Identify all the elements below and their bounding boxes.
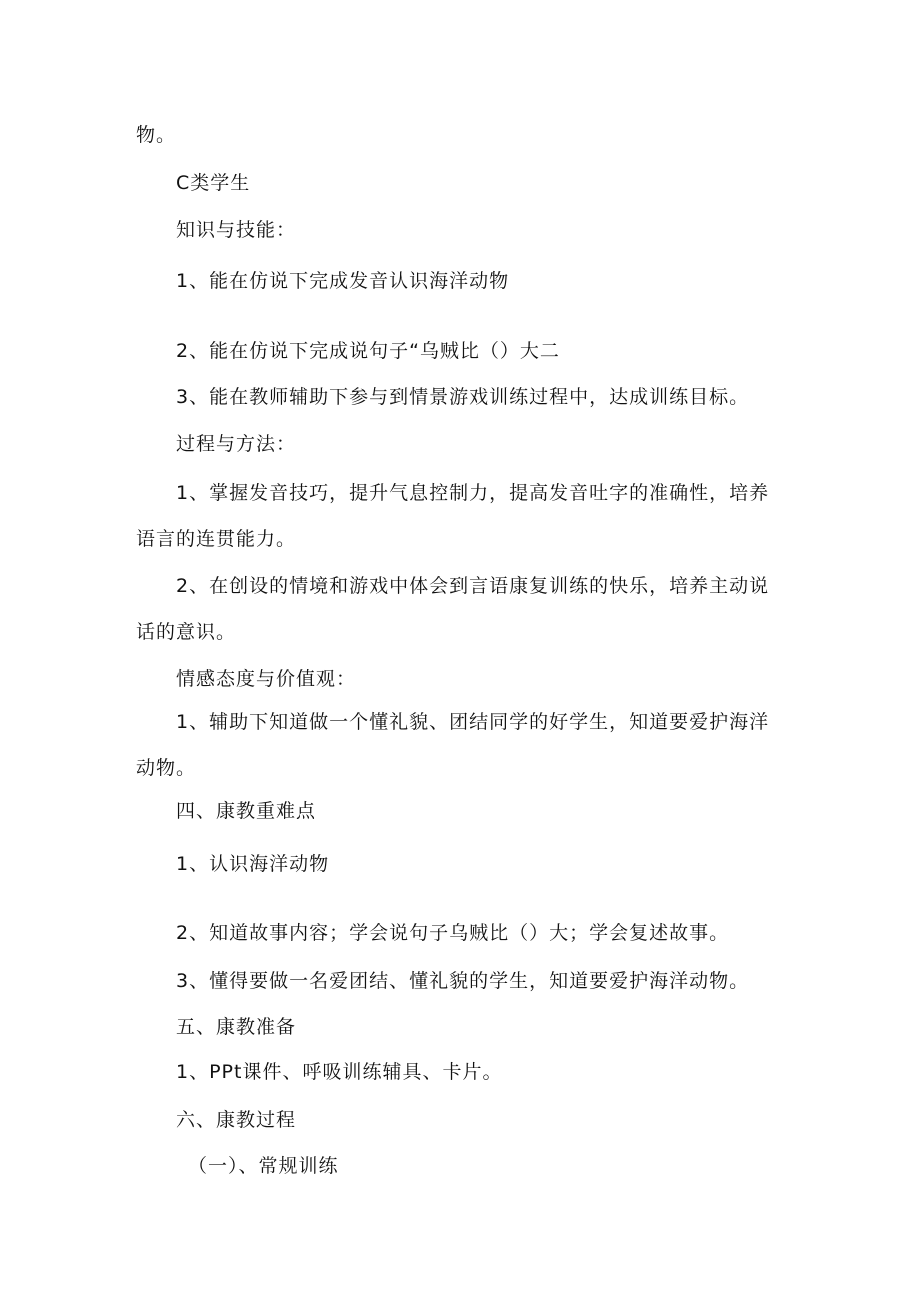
subheading-process-methods: 过程与方法： <box>176 433 297 455</box>
list-item: 1、辅助下知道做一个懂礼貌、团结同学的好学生，知道要爱护海洋 <box>176 711 770 733</box>
section-heading-preparation: 五、康教准备 <box>176 1016 297 1038</box>
subsection-heading-routine-training: （一）、常规训练 <box>188 1155 339 1177</box>
subheading-knowledge-skills: 知识与技能： <box>176 219 297 241</box>
list-item: 3、能在教师辅助下参与到情景游戏训练过程中，达成训练目标。 <box>176 386 750 408</box>
list-item: 1、掌握发音技巧，提升气息控制力，提高发音吐字的准确性，培养 <box>176 482 770 504</box>
heading-student-group-c: C类学生 <box>176 172 251 194</box>
list-item: 2、能在仿说下完成说句子“乌贼比（）大二 <box>176 340 560 362</box>
paragraph-continuation: 语言的连贯能力。 <box>136 528 297 550</box>
subheading-emotion-values: 情感态度与价值观： <box>176 668 357 690</box>
paragraph-continuation: 话的意识。 <box>136 621 237 643</box>
list-item: 3、懂得要做一名爱团结、懂礼貌的学生，知道要爱护海洋动物。 <box>176 970 750 992</box>
list-item: 2、在创设的情境和游戏中体会到言语康复训练的快乐，培养主动说 <box>176 575 770 597</box>
list-item: 1、认识海洋动物 <box>176 853 330 875</box>
section-heading-process: 六、康教过程 <box>176 1109 297 1131</box>
paragraph-continuation: 动物。 <box>136 757 197 779</box>
section-heading-key-points: 四、康教重难点 <box>176 800 317 822</box>
paragraph-continuation: 物。 <box>136 124 177 146</box>
list-item: 1、PPt课件、呼吸训练辅具、卡片。 <box>176 1061 503 1083</box>
list-item: 1、能在仿说下完成发音认识海洋动物 <box>176 270 510 292</box>
list-item: 2、知道故事内容；学会说句子乌贼比（）大；学会复述故事。 <box>176 922 730 944</box>
